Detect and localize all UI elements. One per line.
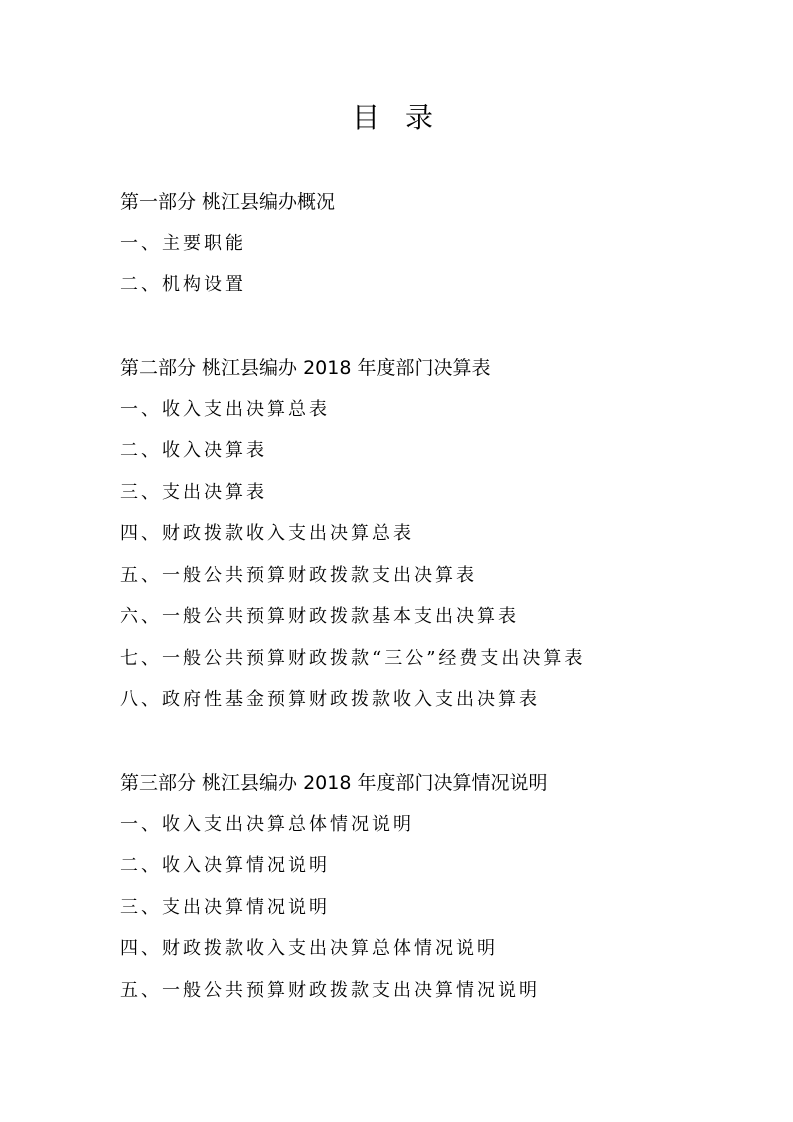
toc-item: 三、支出决算情况说明 xyxy=(120,897,330,918)
toc-item: 四、财政拨款收入支出决算总体情况说明 xyxy=(120,938,498,959)
toc-item: 一、收入支出决算总表 xyxy=(120,399,330,420)
part1-heading: 第一部分 桃江县编办概况 xyxy=(120,191,336,213)
toc-item: 二、收入决算情况说明 xyxy=(120,855,330,876)
toc-item: 六、一般公共预算财政拨款基本支出决算表 xyxy=(120,606,519,627)
toc-item: 八、政府性基金预算财政拨款收入支出决算表 xyxy=(120,689,540,710)
toc-item: 二、机构设置 xyxy=(120,274,246,295)
toc-item: 一、主要职能 xyxy=(120,233,246,254)
toc-item: 一、收入支出决算总体情况说明 xyxy=(120,814,414,835)
toc-item: 二、收入决算表 xyxy=(120,440,267,461)
toc-item: 五、一般公共预算财政拨款支出决算情况说明 xyxy=(120,980,540,1001)
toc-item: 五、一般公共预算财政拨款支出决算表 xyxy=(120,565,477,586)
part3-heading: 第三部分 桃江县编办 2018 年度部门决算情况说明 xyxy=(120,772,548,794)
part2-heading: 第二部分 桃江县编办 2018 年度部门决算表 xyxy=(120,357,491,379)
toc-item: 七、一般公共预算财政拨款“三公”经费支出决算表 xyxy=(120,648,586,669)
toc-item: 三、支出决算表 xyxy=(120,482,267,503)
toc-title: 目 录 xyxy=(352,101,441,134)
toc-item: 四、财政拨款收入支出决算总表 xyxy=(120,523,414,544)
